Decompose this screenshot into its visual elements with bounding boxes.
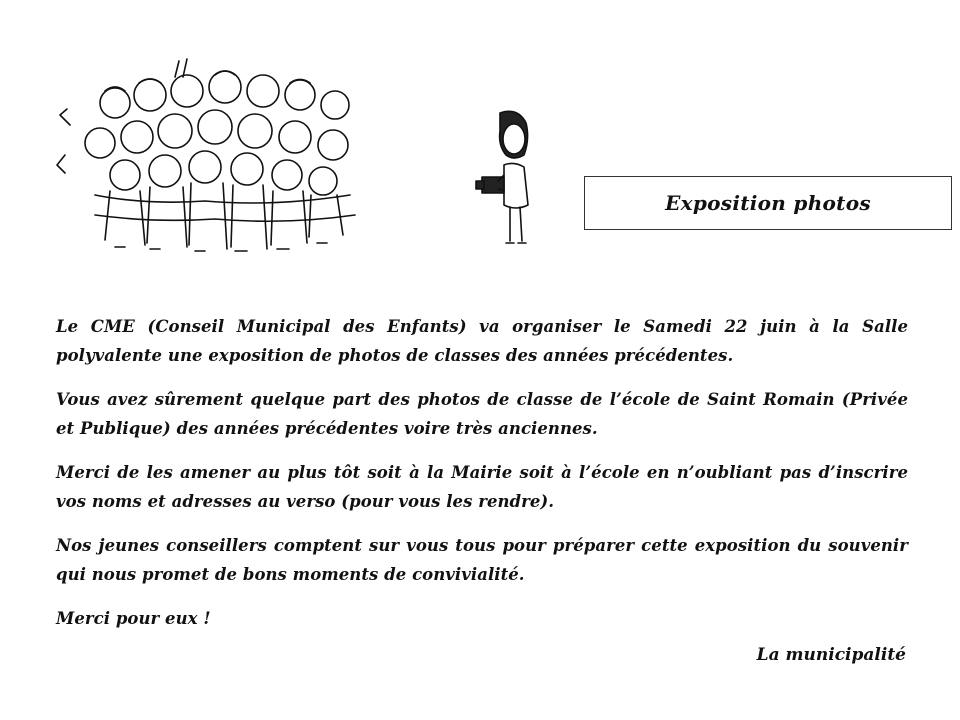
paragraph-1: Le CME (Conseil Municipal des Enfants) va organiser le Samedi 22 juin à la Salle polyvalente une exposition de photos de classes des années précédentes. [56,317,908,365]
signature: La municipalité [756,645,906,665]
group-of-children-icon [55,55,380,255]
paragraph-2: Vous avez sûrement quelque part des photos de classe de l’école de Saint Romain (Privée et Publique) des années précédentes voire très anciennes. [56,390,908,438]
child-photographer-icon [470,105,540,250]
page-title: Exposition photos [665,191,871,215]
paragraph-4: Nos jeunes conseillers comptent sur vous tous pour préparer cette exposition du souvenir qui nous promet de bons moments de convivialité. [56,536,908,584]
paragraph-3: Merci de les amener au plus tôt soit à la Mairie soit à l’école en n’oubliant pas d’inscrire vos noms et adresses au verso (pour vous les rendre). [56,463,908,511]
title-box [584,176,952,230]
announcement-body [56,312,908,648]
paragraph-5: Merci pour eux ! [56,609,211,628]
